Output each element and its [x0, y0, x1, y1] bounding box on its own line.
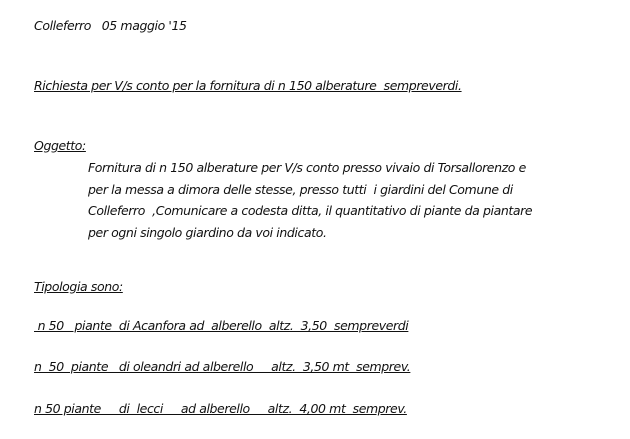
subject-label: Oggetto: — [34, 138, 86, 153]
request-title: Richiesta per V/s conto per la fornitura di n 150 alberature sempreverdi. — [34, 78, 462, 93]
types-label: Tipologia sono: — [34, 279, 123, 294]
subject-line: Colleferro ,Comunicare a codesta ditta, il quantitativo di piante da piantare — [88, 203, 533, 218]
subject-line: per la messa a dimora delle stesse, presso tutti i giardini del Comune di — [88, 181, 513, 197]
type-item: n 50 piante di Acanfora ad alberello altz. 3,50 sempreverdi — [34, 318, 409, 333]
subject-line: per ogni singolo giardino da voi indicato. — [88, 224, 327, 240]
subject-paragraph — [88, 157, 608, 243]
date-line: Colleferro 05 maggio '15 — [34, 18, 187, 33]
type-item: n 50 piante di oleandri ad alberello altz. 3,50 mt semprev. — [34, 359, 411, 374]
type-item: n 50 piante di lecci ad alberello altz. 4,00 mt semprev. — [34, 401, 407, 416]
subject-line: Fornitura di n 150 alberature per V/s conto presso vivaio di Torsallorenzo e — [88, 160, 526, 175]
